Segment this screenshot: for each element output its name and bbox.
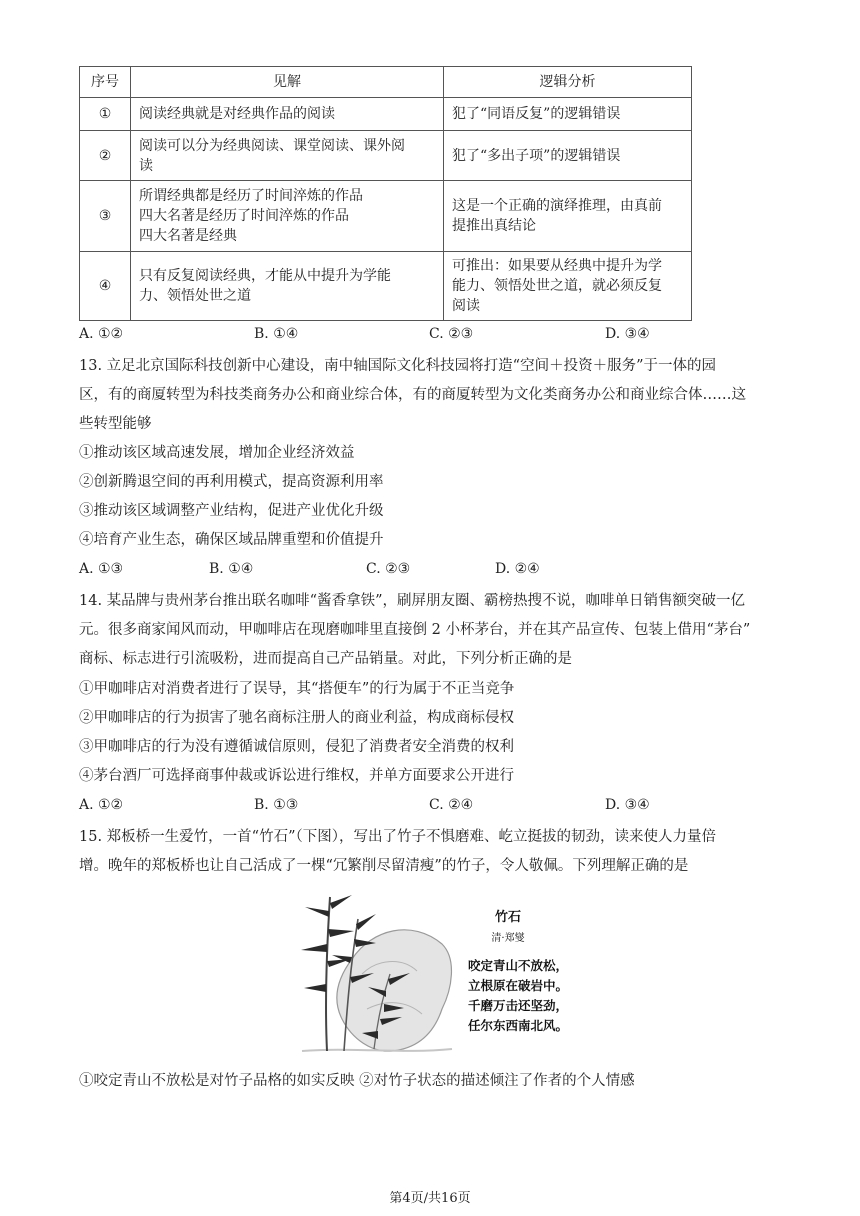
poem-title: 竹石 xyxy=(494,910,521,925)
row-analysis: 这是一个正确的演绎推理，由真前 提推出真结论 xyxy=(444,181,692,252)
header-number: 序号 xyxy=(80,67,131,98)
logic-analysis-table xyxy=(79,66,692,321)
table-row xyxy=(80,252,692,321)
q14-stem-line: 元。很多商家闻风而动，甲咖啡店在现磨咖啡里直接倒 2 小杯茅台，并在其产品宣传、包装上借用“茅台” xyxy=(79,622,751,638)
table-row xyxy=(80,181,692,252)
q13-stem-line: 些转型能够 xyxy=(79,416,152,432)
poem-line: 任尔东西南北风。 xyxy=(468,1018,569,1033)
row-number: ② xyxy=(80,131,131,181)
option-c[interactable]: C. ②③ xyxy=(366,561,411,577)
q13-item: ①推动该区域高速发展，增加企业经济效益 xyxy=(79,445,355,461)
row-insight: 所谓经典都是经历了时间淬炼的作品 四大名著是经历了时间淬炼的作品 四大名著是经典 xyxy=(131,181,444,252)
q15-items-line: ①咬定青山不放松是对竹子品格的如实反映 ②对竹子状态的描述倾注了作者的个人情感 xyxy=(79,1073,635,1089)
option-c[interactable]: C. ②④ xyxy=(429,797,474,813)
option-b[interactable]: B. ①③ xyxy=(254,797,299,813)
row-analysis: 犯了“同语反复”的逻辑错误 xyxy=(444,98,692,131)
poem-line: 立根原在破岩中。 xyxy=(468,978,569,993)
row-insight: 只有反复阅读经典，才能从中提升为学能 力、领悟处世之道 xyxy=(131,252,444,321)
option-a[interactable]: A. ①③ xyxy=(79,561,124,577)
q13-stem-line: 区，有的商厦转型为科技类商务办公和商业综合体，有的商厦转型为文化类商务办公和商业综合体……这 xyxy=(79,387,746,403)
option-c[interactable]: C. ②③ xyxy=(429,326,474,342)
row-insight: 阅读经典就是对经典作品的阅读 xyxy=(131,98,444,131)
row-insight: 阅读可以分为经典阅读、课堂阅读、课外阅 读 xyxy=(131,131,444,181)
q15-stem-line: 增。晚年的郑板桥也让自己活成了一棵“冗繁削尽留清瘦”的竹子，令人敬佩。下列理解正确的是 xyxy=(79,858,689,874)
q13-item: ③推动该区域调整产业结构，促进产业优化升级 xyxy=(79,503,384,519)
q14-stem-line: 商标、标志进行引流吸粉，进而提高自己产品销量。对此，下列分析正确的是 xyxy=(79,651,572,667)
option-b[interactable]: B. ①④ xyxy=(254,326,299,342)
row-number: ④ xyxy=(80,252,131,321)
q14-item: ③甲咖啡店的行为没有遵循诚信原则，侵犯了消费者安全消费的权利 xyxy=(79,739,514,755)
q14-item: ④茅台酒厂可选择商事仲裁或诉讼进行维权，并单方面要求公开进行 xyxy=(79,768,514,784)
row-analysis: 犯了“多出子项”的逻辑错误 xyxy=(444,131,692,181)
table-row xyxy=(80,131,692,181)
poem-line: 千磨万击还坚劲， xyxy=(468,998,569,1013)
row-number: ① xyxy=(80,98,131,131)
row-analysis: 可推出：如果要从经典中提升为学 能力、领悟处世之道，就必须反复 阅读 xyxy=(444,252,692,321)
poem-block xyxy=(468,906,568,1036)
q14-item: ②甲咖啡店的行为损害了驰名商标注册人的商业利益，构成商标侵权 xyxy=(79,710,514,726)
option-a[interactable]: A. ①② xyxy=(79,326,124,342)
poem-line: 咬定青山不放松， xyxy=(468,958,569,973)
q13-stem-line: 13. 立足北京国际科技创新中心建设，南中轴国际文化科技园将打造“空间＋投资＋服务”于一体的园 xyxy=(79,358,716,374)
q14-item: ①甲咖啡店对消费者进行了误导，其“搭便车”的行为属于不正当竞争 xyxy=(79,681,515,697)
option-d[interactable]: D. ②④ xyxy=(495,561,540,577)
option-a[interactable]: A. ①② xyxy=(79,797,124,813)
option-d[interactable]: D. ③④ xyxy=(605,797,650,813)
poem-author: 清·郑燮 xyxy=(491,933,525,944)
table-row xyxy=(80,98,692,131)
header-insight: 见解 xyxy=(131,67,444,98)
q15-stem-line: 15. 郑板桥一生爱竹，一首“竹石”（下图），写出了竹子不惧磨难、屹立挺拔的韧劲，读来使人力量倍 xyxy=(79,829,716,845)
table-header-row xyxy=(80,67,692,98)
q13-item: ④培育产业生态，确保区域品牌重塑和价值提升 xyxy=(79,532,384,548)
row-number: ③ xyxy=(80,181,131,252)
option-b[interactable]: B. ①④ xyxy=(209,561,254,577)
q13-item: ②创新腾退空间的再利用模式，提高资源利用率 xyxy=(79,474,384,490)
header-analysis: 逻辑分析 xyxy=(444,67,692,98)
option-d[interactable]: D. ③④ xyxy=(605,326,650,342)
q14-stem-line: 14. 某品牌与贵州茅台推出联名咖啡“酱香拿铁”，刷屏朋友圈、霸榜热搜不说，咖啡单日销售额突破一亿 xyxy=(79,593,745,609)
page-number: 第4页/共16页 xyxy=(389,1191,471,1206)
